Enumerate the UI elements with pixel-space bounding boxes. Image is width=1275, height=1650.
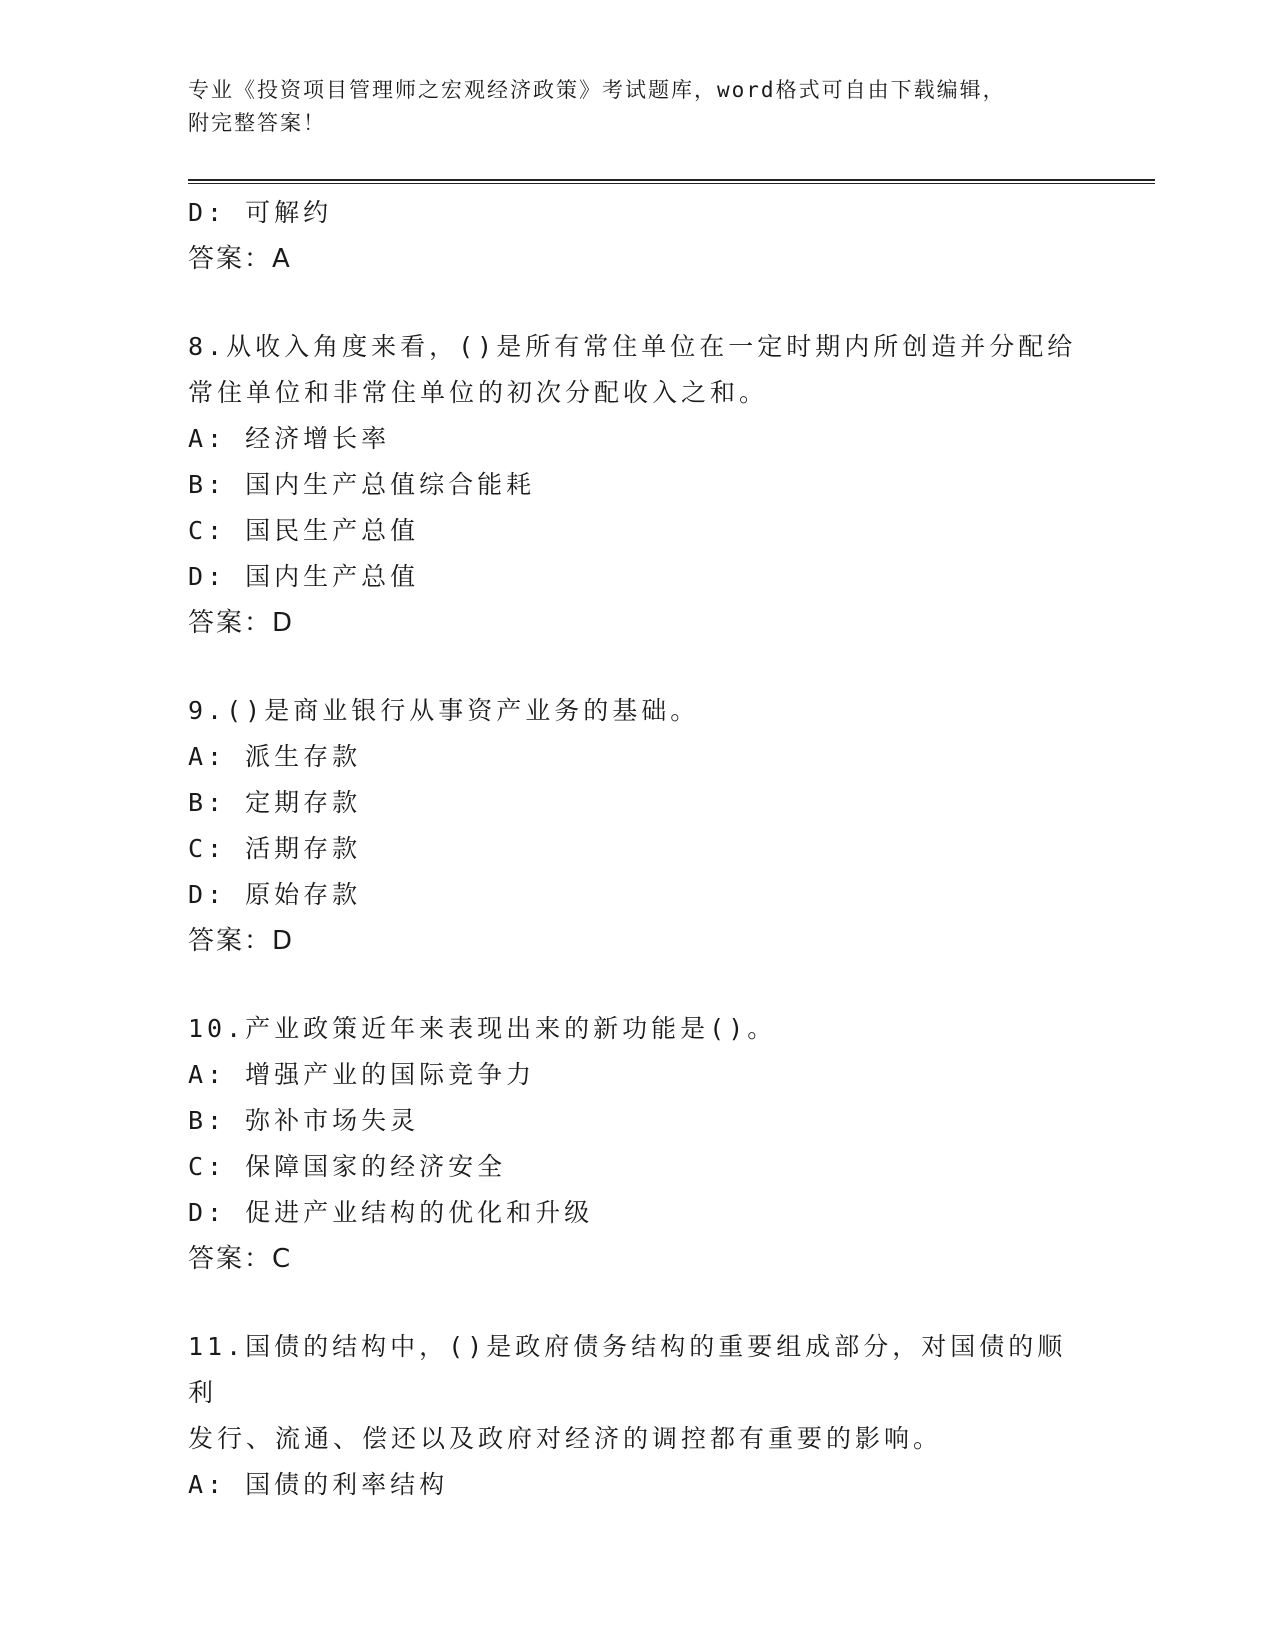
answer-line: 答案：A <box>188 244 292 274</box>
question-stem-line: 发行、流通、偿还以及政府对经济的调控都有重要的影响。 <box>188 1424 943 1453</box>
question-10 <box>188 1006 1088 1282</box>
option-c: C: 国民生产总值 <box>188 516 420 545</box>
header-divider-thick <box>188 179 1155 181</box>
option-d: D: 原始存款 <box>188 880 362 909</box>
question-stem-line: 8.从收入角度来看，()是所有常住单位在一定时期内所创造并分配给 <box>188 332 1077 361</box>
option-d: D: 国内生产总值 <box>188 562 420 591</box>
question-stem-line: 11.国债的结构中，()是政府债务结构的重要组成部分，对国债的顺利 <box>188 1332 1067 1407</box>
question-9 <box>188 688 1088 964</box>
option-a: A: 经济增长率 <box>188 424 391 453</box>
question-8 <box>188 324 1088 646</box>
question-stem-line: 常住单位和非常住单位的初次分配收入之和。 <box>188 378 769 407</box>
option-b: B: 弥补市场失灵 <box>188 1106 420 1135</box>
option-d: D: 促进产业结构的优化和升级 <box>188 1198 594 1227</box>
option-b: B: 国内生产总值综合能耗 <box>188 470 536 499</box>
question-content <box>188 190 1088 1508</box>
header-divider-thin <box>188 183 1155 184</box>
carryover-block <box>188 190 1088 282</box>
answer-line: 答案：D <box>188 608 295 638</box>
option-c: C: 保障国家的经济安全 <box>188 1152 507 1181</box>
question-11 <box>188 1324 1088 1508</box>
header-line-1: 专业《投资项目管理师之宏观经济政策》考试题库，word格式可自由下载编辑， <box>188 78 1006 102</box>
option-a: A: 国债的利率结构 <box>188 1470 449 1499</box>
option-c: C: 活期存款 <box>188 834 362 863</box>
option-b: B: 定期存款 <box>188 788 362 817</box>
question-stem-line: 9.()是商业银行从事资产业务的基础。 <box>188 696 700 725</box>
option-a: A: 派生存款 <box>188 742 362 771</box>
document-header <box>188 74 1068 140</box>
option-a: A: 增强产业的国际竞争力 <box>188 1060 536 1089</box>
option-d: D: 可解约 <box>188 198 333 227</box>
answer-line: 答案：D <box>188 926 295 956</box>
answer-line: 答案：C <box>188 1244 293 1274</box>
header-line-2: 附完整答案！ <box>188 111 326 135</box>
question-stem-line: 10.产业政策近年来表现出来的新功能是()。 <box>188 1014 777 1043</box>
